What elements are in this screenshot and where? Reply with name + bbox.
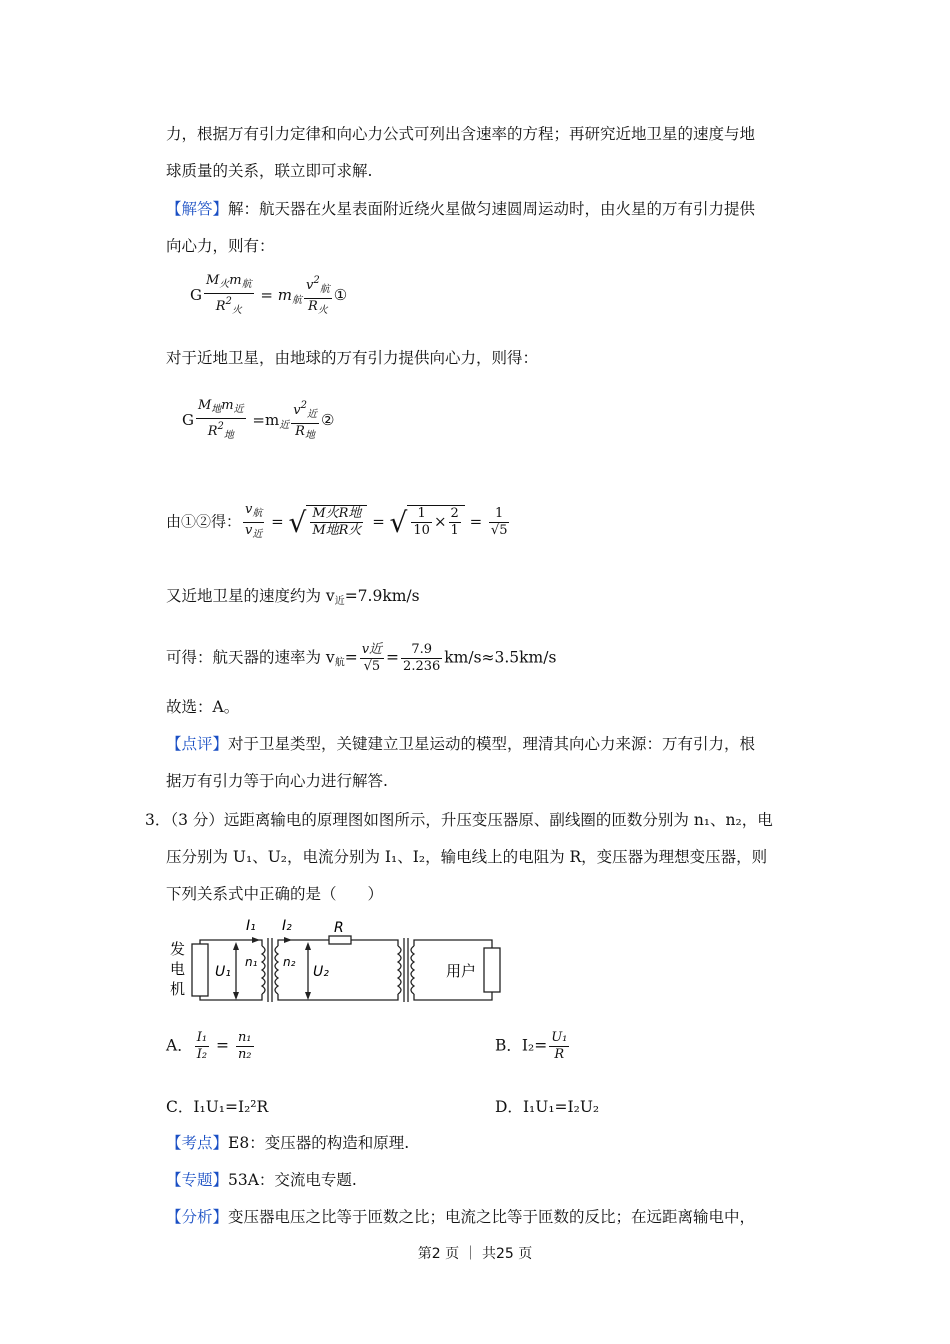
- ratio-prefix: 由①②得：: [166, 512, 242, 531]
- review-line-2: 据万有引力等于向心力进行解答.: [166, 772, 388, 790]
- answer-line-1: [166, 198, 755, 220]
- zhuanti-tag: 【专题】: [166, 1171, 229, 1189]
- kaodian-tag: 【考点】: [166, 1134, 229, 1152]
- analysis-line-2: 球质量的关系，联立即可求解.: [166, 162, 373, 180]
- U2-label: U₂: [313, 964, 329, 980]
- R-label: R: [334, 920, 344, 936]
- equation-1: G $\frac{M_火m_航}{R^2_火}$ = $m_航$ $\frac{v^2_航}{R_火}$ ①: [190, 273, 348, 316]
- kaodian-line: 【考点】E8：变压器的构造和原理.: [166, 1134, 410, 1152]
- zhuanti-line: 【专题】53A：交流电专题.: [166, 1171, 357, 1189]
- eq1-G: G: [190, 286, 202, 304]
- n1-label: n₁: [245, 955, 258, 969]
- answer-line-2: 向心力，则有：: [166, 237, 275, 255]
- review-tag: 【点评】: [166, 735, 229, 753]
- I1-label: I₁: [246, 918, 256, 934]
- option-A[interactable]: A． $\frac{\text{I₁}}{\text{I₂}}$ = $\frac{\text{n₁}}{\text{n₂}}$: [166, 1030, 252, 1062]
- equation-3: 由①②得： $\frac{v_航}{v_近}$ = √ $\frac{\text{M火R地}}{\text{M地R火}}$ = √ $\frac{1}{10}$ × $\frac{2}{1}$ = $\frac{1}{√5}$: [166, 502, 508, 540]
- answer-line-3: 对于近地卫星，由地球的万有引力提供向心力，则得：: [166, 349, 539, 367]
- generator-label-2: 电: [170, 960, 186, 978]
- review-line-1: 【点评】对于卫星类型，关键建立卫星运动的模型，理清其向心力来源：万有引力，根: [166, 735, 756, 753]
- answer-tag: 【解答】: [166, 200, 229, 218]
- n2-label: n₂: [283, 955, 296, 969]
- option-B[interactable]: B．I₂= $\frac{\text{U₁}}{R}$: [495, 1030, 568, 1062]
- equation-2: G $\frac{M_地m_近}{R^2_地}$ $=m_近$ $\frac{v^2_近}{R_地}$ ②: [182, 398, 335, 441]
- option-D[interactable]: D．I₁U₁=I₂U₂: [495, 1098, 600, 1116]
- question-3-line-3: 下列关系式中正确的是（ ）: [166, 885, 384, 903]
- answer-choice: 故选：A。: [166, 698, 240, 716]
- option-C[interactable]: C．I₁U₁=I₂²R: [166, 1098, 269, 1116]
- U1-label: U₁: [215, 964, 231, 980]
- fenxi-tag: 【分析】: [166, 1208, 229, 1226]
- analysis-line-1: 力，根据万有引力定律和向心力公式可列出含速率的方程；再研究近地卫星的速度与地: [166, 125, 756, 143]
- generator-label-3: 机: [170, 980, 186, 998]
- question-3-line-1: 3．（3 分）远距离输电的原理图如图所示，升压变压器原、副线圈的匝数分别为 n₁、n₂，电: [145, 811, 773, 829]
- answer-line-4: 又近地卫星的速度约为 $v_近=7.9km/s$: [166, 587, 420, 607]
- I2-label: I₂: [282, 918, 292, 934]
- fenxi-line: 【分析】变压器电压之比等于匝数之比；电流之比等于匝数的反比；在远距离输电中，: [166, 1208, 756, 1226]
- answer-line-5: 可得：航天器的速率为 $v_航=$ $\frac{\text{v近}}{√5}$ = $\frac{7.9}{2.236}$ km/s≈3.5km/s: [166, 642, 557, 674]
- user-label: 用户: [446, 962, 477, 980]
- question-3-line-2: 压分别为 U₁、U₂，电流分别为 I₁、I₂，输电线上的电阻为 R，变压器为理想变压器，则: [166, 848, 768, 866]
- generator-label-1: 发: [170, 940, 186, 958]
- answer-text-1: 解：航天器在火星表面附近绕火星做匀速圆周运动时，由火星的万有引力提供: [228, 200, 756, 218]
- transmission-circuit-diagram: [162, 918, 522, 1010]
- page-footer: 第2 页 ｜ 共25 页: [417, 1246, 533, 1262]
- eq1-mark: ①: [333, 286, 348, 304]
